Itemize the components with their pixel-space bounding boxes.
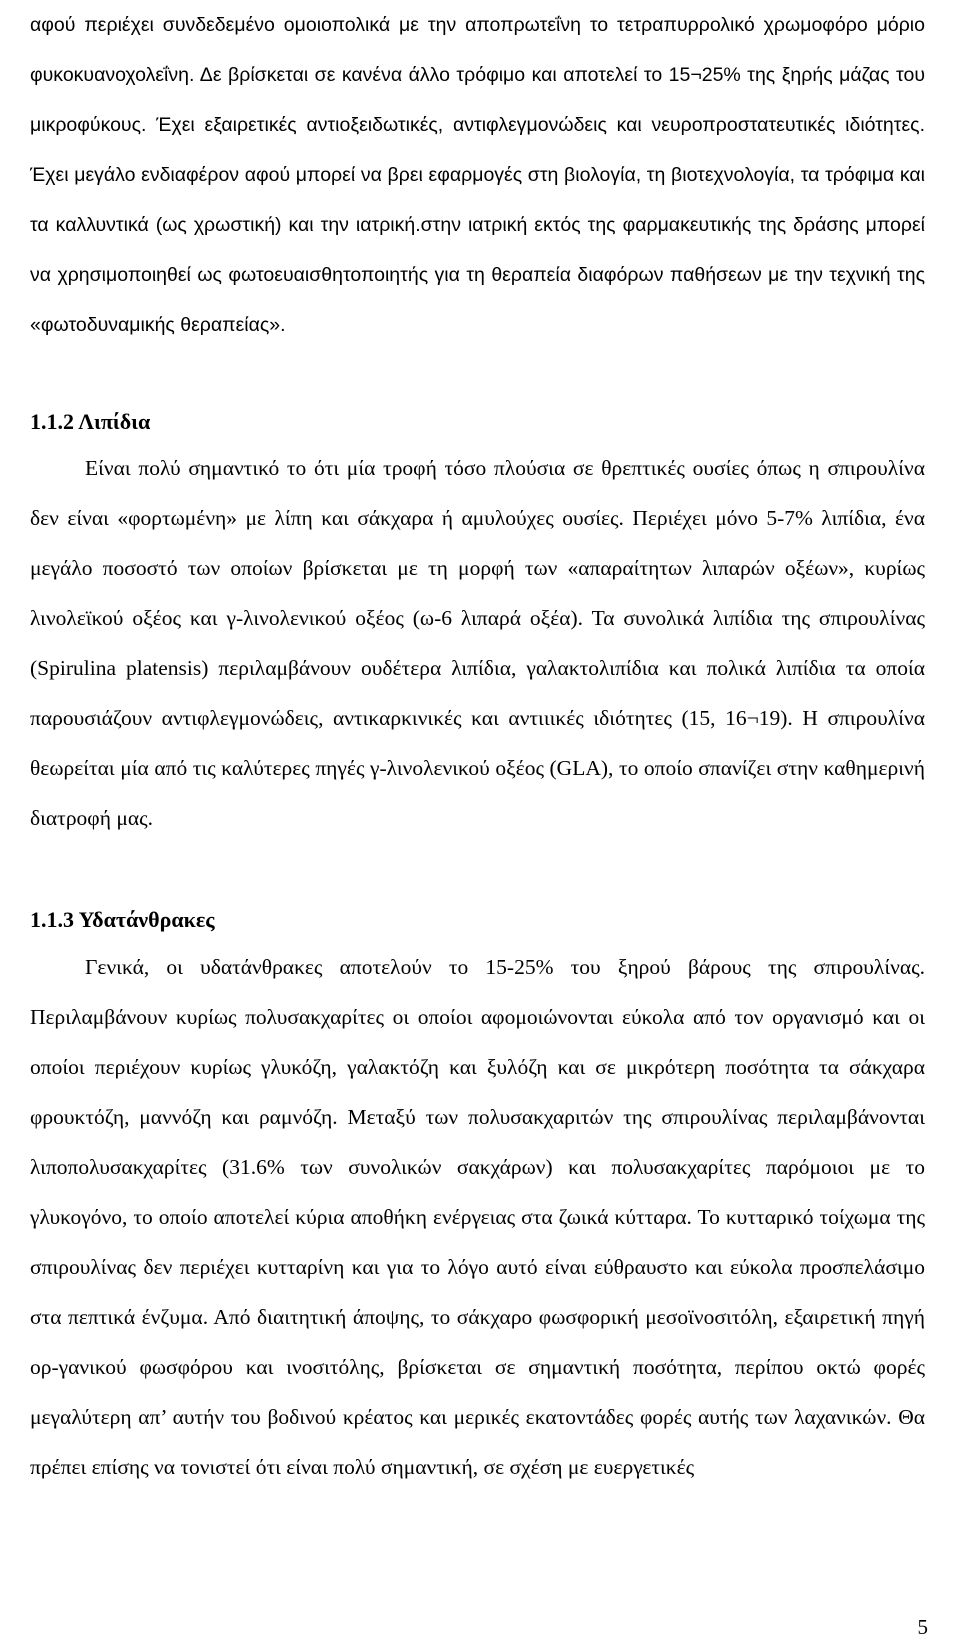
lipids-heading: 1.1.2 Λιπίδια <box>30 409 151 434</box>
page-number: 5 <box>917 1615 928 1639</box>
carbohydrates-paragraph: Γενικά, οι υδατάνθρακες αποτελούν το 15-25% του ξηρού βάρους της σπιρουλίνας. Περιλαμβάνουν κυρίως πολυσακχαρίτες οι οποίοι αφομοιώνονται εύκολα από τον οργανισμό και οι οποίοι περιέχουν κυρίως γλυκόζη, γαλακτόζη και ξυλόζη και σε μικρότερη ποσότητα τα σάκχαρα φρουκτόζη, μαννόζη και ραμνόζη. Μεταξύ των πολυσακχαριτών της σπιρουλίνας περιλαμβάνονται λιποπολυσακχαρίτες (31.6% των συνολικών σακχάρων) και πολυσακχαρίτες παρόμοιοι με το γλυκογόνο, το οποίο αποτελεί κύρια αποθήκη ενέργειας στα ζωικά κύτταρα. Το κυτταρικό τοίχωμα της σπιρουλίνας δεν περιέχει κυτταρίνη και για το λόγο αυτό είναι εύθραυστο και εύκολα προσπελάσιμο στα πεπτικά ένζυμα. Από διαιτητική άποψης, το σάκχαρο φωσφορική μεσοϊνοσιτόλη, εξαιρετική πηγή ορ-γανικού φωσφόρου και ινοσιτόλης, βρίσκεται σε σημαντική ποσότητα, περίπου οκτώ φορές μεγαλύτερη απ’ αυτήν του βοδινού κρέατος και μερικές εκατοντάδες φορές αυτής των λαχανικών. Θα πρέπει επίσης να τονιστεί ότι είναι πολύ σημαντική, σε σχέση με ευεργετικές <box>30 955 925 1479</box>
intro-paragraph: αφού περιέχει συνδεδεμένο ομοιοπολικά με την αποπρωτεΐνη το τετραπυρρολικό χρωμοφόρο μόριο φυκοκυανοχολεΐνη. Δε βρίσκεται σε κανένα άλλο τρόφιμο και αποτελεί το 15¬25% της ξηρής μάζας του μικροφύκους. Έχει εξαιρετικές αντιοξειδωτικές, αντιφλεγμονώδεις και νευροπροστατευτικές ιδιότητες. Έχει μεγάλο ενδιαφέρον αφού μπορεί να βρει εφαρμογές στη βιολογία, τη βιοτεχνολογία, τα τρόφιμα και τα καλλυντικά (ως χρωστική) και την ιατρική.στην ιατρική εκτός της φαρμακευτικής της δράσης μπορεί να χρησιμοποιηθεί ως φωτοευαισθητοποιητής για τη θεραπεία διαφόρων παθήσεων με την τεχνική της «φωτοδυναμικής θεραπείας». <box>30 14 925 336</box>
carbohydrates-heading: 1.1.3 Υδατάνθρακες <box>30 907 215 932</box>
lipids-paragraph: Είναι πολύ σημαντικό το ότι μία τροφή τόσο πλούσια σε θρεπτικές ουσίες όπως η σπιρουλίνα δεν είναι «φορτωμένη» με λίπη και σάκχαρα ή αμυλούχες ουσίες. Περιέχει μόνο 5-7% λιπίδια, ένα μεγάλο ποσοστό των οποίων βρίσκεται με τη μορφή των «απαραίτητων λιπαρών οξέων», κυρίως λινολεϊκού οξέος και γ-λινολενικού οξέος (ω-6 λιπαρά οξέα). Τα συνολικά λιπίδια της σπιρουλίνας (Spirulina platensis) περιλαμβάνουν ουδέτερα λιπίδια, γαλακτολιπίδια και πολικά λιπίδια τα οποία παρουσιάζουν αντιφλεγμονώδεις, αντικαρκινικές και αντιιικές ιδιότητες (15, 16¬19). Η σπιρουλίνα θεωρείται μία από τις καλύτερες πηγές γ-λινολενικού οξέος (GLA), το οποίο σπανίζει στην καθημερινή διατροφή μας. <box>30 456 925 830</box>
